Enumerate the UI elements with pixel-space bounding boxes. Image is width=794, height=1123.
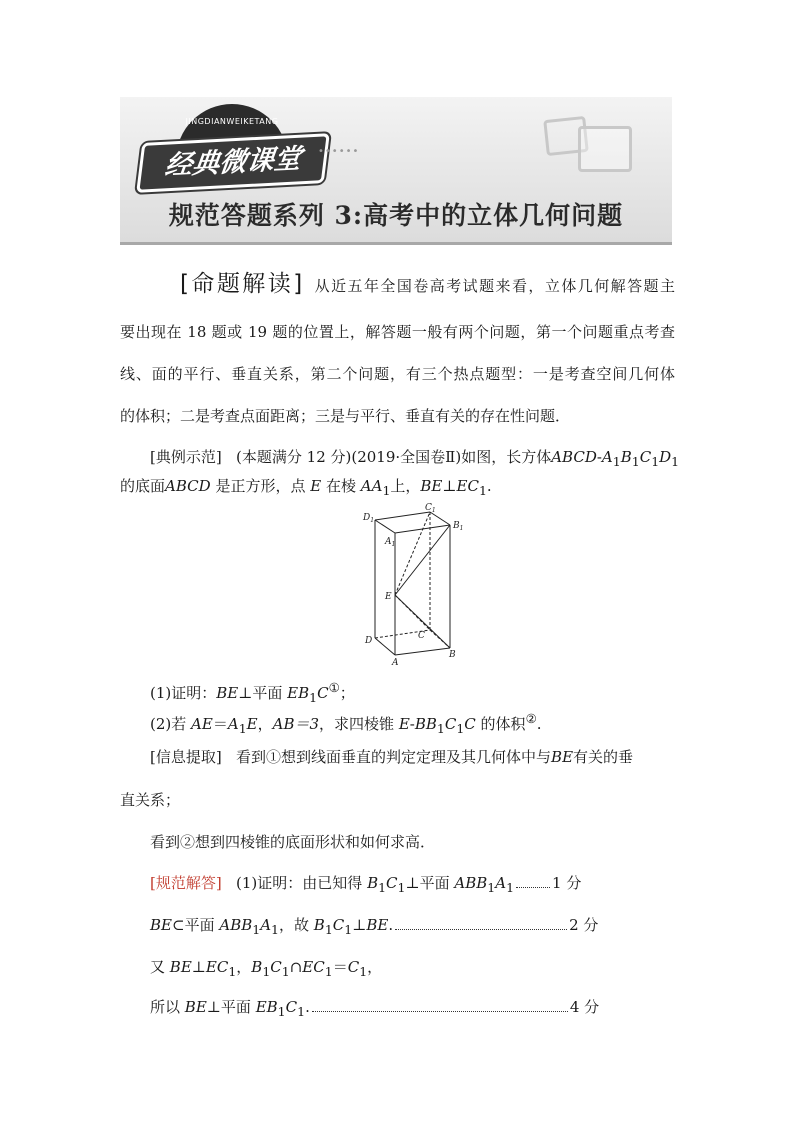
solution-label: [规范解答] xyxy=(150,874,222,892)
info-line-3: 看到②想到四棱锥的底面形状和如何求高． xyxy=(150,833,436,851)
logo-text: 经典微课堂 xyxy=(136,133,330,193)
edge xyxy=(375,512,430,520)
intro-text: 从近五年全国卷高考试题来看，立体几何解答题主 xyxy=(313,277,675,295)
example-label: [典例示范] xyxy=(150,448,222,466)
solution-line-4: 所以 BE⊥平面 $EB_1C_1$. 4 分 xyxy=(150,998,600,1019)
label-d1: $D_1$ xyxy=(363,513,375,524)
intro-line-1 xyxy=(120,264,675,307)
edge xyxy=(375,638,395,655)
segment-e-b1 xyxy=(395,525,450,595)
label-c: C xyxy=(418,631,425,641)
example-line-2: 的底面ABCD 是正方形，点 E 在棱 $AA_1$上，$BE\perp EC_1$. xyxy=(120,477,492,498)
banner-decoration xyxy=(578,126,632,172)
info-line-1: [信息提取] 看到①想到线面垂直的判定定理及其几何体中与BE有关的垂 xyxy=(150,748,634,766)
intro-label: [命题解读] xyxy=(180,271,304,297)
info-line-2: 直关系； xyxy=(120,791,181,809)
intro-line-3: 线、面的平行、垂直关系，第二个问题，有三个热点题型：一是考查空间几何体 xyxy=(120,365,675,383)
label-e: E xyxy=(385,592,392,602)
question-2: (2)若 $AE=A_1E$，AB＝3，求四棱锥 $E-BB_1C_1C$ 的体积②. xyxy=(150,711,542,736)
logo xyxy=(140,104,325,186)
hidden-edge xyxy=(395,512,430,595)
info-label: [信息提取] xyxy=(150,748,222,766)
page-title: 规范答题系列 3:高考中的立体几何问题 xyxy=(168,201,624,230)
label-a1: $A_1$ xyxy=(385,537,396,548)
label-a: A xyxy=(392,658,399,668)
solution-line-2: BE⊂平面 $ABB_1A_1$，故 $B_1C_1\perp BE$. 2 分 xyxy=(150,916,599,937)
intro-line-4: 的体积；二是考查点面距离；三是与平行、垂直有关的存在性问题． xyxy=(120,407,571,425)
edge xyxy=(375,520,395,533)
example-line-1: [典例示范] (本题满分 12 分)(2019·全国卷Ⅱ)如图，长方体ABCD-$A_1B_1C_1D_1$ xyxy=(150,448,680,469)
edge xyxy=(395,648,450,655)
label-d: D xyxy=(365,636,373,646)
label-c1: $C_1$ xyxy=(425,503,436,514)
logo-pinyin: JINGDIANWEIKETANG xyxy=(176,104,288,164)
label-b1: $B_1$ xyxy=(453,521,464,532)
solution-line-1: [规范解答] (1)证明：由已知得 $B_1C_1\perp$平面 $ABB_1A_1$ 1 分 xyxy=(150,874,582,895)
solution-line-3: 又 $BE\perp EC_1$，$B_1C_1\cap EC_1=C_1$， xyxy=(150,958,383,979)
cuboid-figure xyxy=(355,500,475,668)
question-1: (1)证明：BE⊥平面 $EB_1C^①$； xyxy=(150,680,355,705)
label-b: B xyxy=(449,650,456,660)
intro-line-2: 要出现在 18 题或 19 题的位置上，解答题一般有两个问题，第一个问题重点考查 xyxy=(120,323,675,341)
logo-dots: •••••• xyxy=(318,146,360,157)
